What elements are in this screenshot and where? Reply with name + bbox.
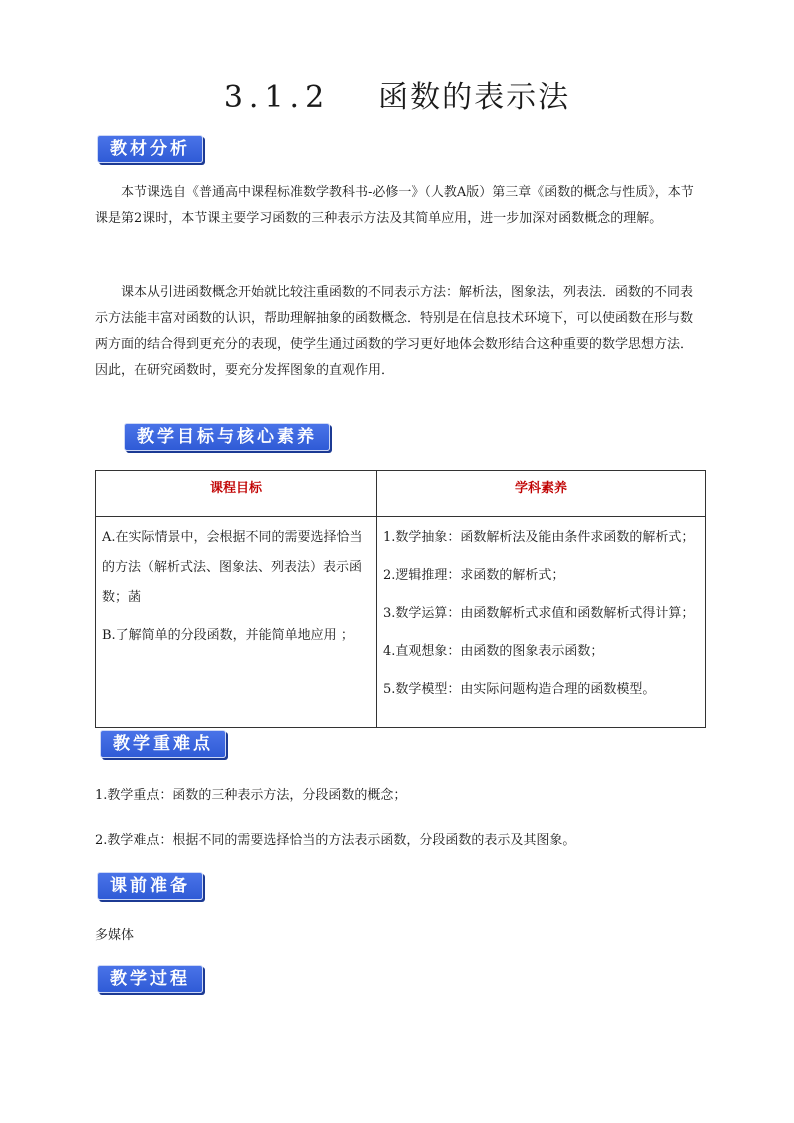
literacy-item: 3.数学运算：由函数解析式求值和函数解析式得计算； (383, 606, 695, 621)
section-number: 3.1.2 (223, 80, 331, 115)
key-point: 1.教学重点：函数的三种表示方法，分段函数的概念； (95, 788, 407, 803)
page-title (0, 72, 794, 116)
literacy-item: 4.直观想象：由函数的图象表示函数； (383, 644, 604, 659)
difficult-point: 2.教学难点：根据不同的需要选择恰当的方法表示函数，分段函数的表示及其图象。 (95, 833, 576, 848)
goal-a: A.在实际情景中，会根据不同的需要选择恰当的方法（解析式法、图象法、列表法）表示函数；菡 (102, 530, 363, 605)
analysis-paragraph-1: 本节课选自《普通高中课程标准数学教科书-必修一》（人教A版）第三章《函数的概念与性质》，本节课是第2课时，本节课主要学习函数的三种表示方法及其简单应用，进一步加深对函数概念的理解。 (95, 185, 694, 226)
objectives-table (95, 470, 706, 728)
analysis-paragraph-2: 课本从引进函数概念开始就比较注重函数的不同表示方法：解析法，图象法，列表法．函数的不同表示方法能丰富对函数的认识，帮助理解抽象的函数概念．特别是在信息技术环境下，可以使函数在形与数两方面的结合得到更充分的表现，使学生通过函数的学习更好地体会数形结合这种重要的数学思想方法．因此，在研究函数时，要充分发挥图象的直观作用． (95, 285, 694, 378)
section-badge-process: 教学过程 (97, 965, 203, 993)
goals-cell (96, 517, 377, 728)
literacy-item: 2.逻辑推理：求函数的解析式； (383, 568, 565, 583)
goal-b: B.了解简单的分段函数，并能简单地应用 ； (102, 628, 354, 643)
section-badge-preparation: 课前准备 (97, 872, 203, 900)
section-badge-analysis: 教材分析 (97, 135, 203, 163)
section-badge-objectives: 教学目标与核心素养 (124, 423, 330, 451)
table-header-goals: 课程目标 (96, 471, 377, 517)
literacy-item: 1.数学抽象：函数解析法及能由条件求函数的解析式； (383, 530, 695, 545)
table-header-literacy: 学科素养 (377, 471, 706, 517)
title-text: 函数的表示法 (378, 80, 571, 115)
literacy-cell (377, 517, 706, 728)
literacy-item: 5.数学模型：由实际问题构造合理的函数模型。 (383, 682, 656, 697)
preparation-text: 多媒体 (95, 928, 135, 943)
section-badge-keypoints: 教学重难点 (100, 730, 226, 758)
